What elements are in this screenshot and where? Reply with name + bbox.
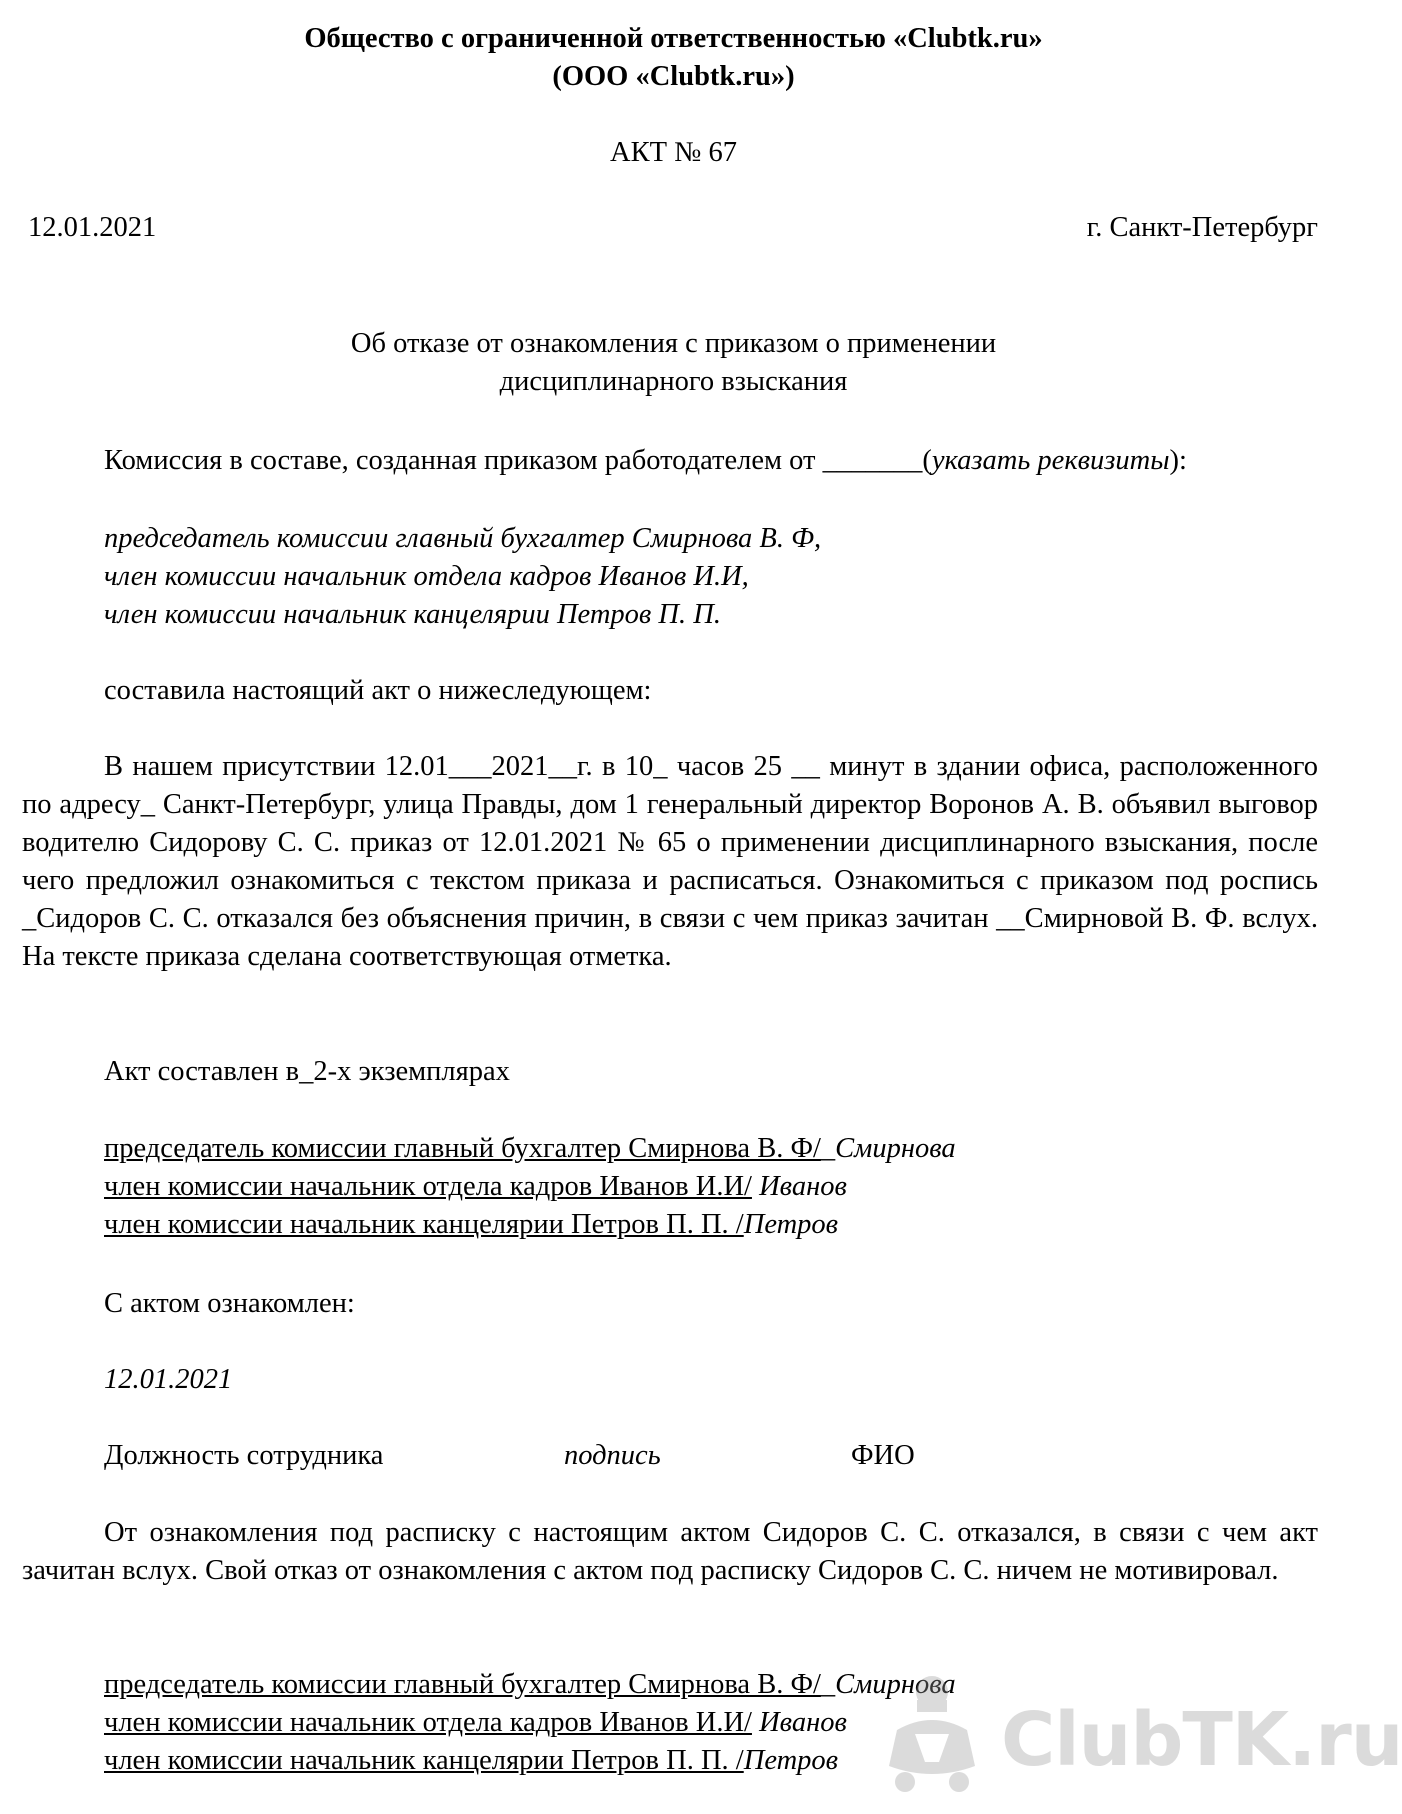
commission-member: председатель комиссии главный бухгалтер Смирнова В. Ф, xyxy=(104,523,822,554)
organization-short-name: (ООО «Clubtk.ru») xyxy=(552,61,795,92)
familiarized-label: С актом ознакомлен: xyxy=(104,1288,355,1319)
signature-name: _Смирнова xyxy=(820,1133,956,1164)
commission-intro-end: ): xyxy=(1169,445,1187,476)
body-paragraph: В нашем присутствии 12.01___2021__г. в 10_ часов 25 __ минут в здании офиса, расположенного по адресу_ Санкт-Петербург, улица Правды, дом 1 генеральный директор Воронов А. В. объявил выговор водителю Сидорову С. С. приказ от 12.01.2021 № 65 о применении дисциплинарного взыскания, после чего предложил ознакомиться с текстом приказа и расписаться. Ознакомиться с приказом под роспись _Сидоров С. С. отказался без объяснения причин, в связи с чем приказ зачитан __Смирновой В. Ф. вслух. На тексте приказа сделана соответствующая отметка. xyxy=(22,751,1318,972)
organization-header xyxy=(0,20,1347,96)
date-city-row xyxy=(28,209,1318,247)
signatures-block-1 xyxy=(104,1130,956,1244)
employee-position-label: Должность сотрудника xyxy=(104,1440,384,1471)
refusal-paragraph: От ознакомления под расписку с настоящим актом Сидоров С. С. отказался, в связи с чем акт зачитан вслух. Свой отказ от ознакомления с актом под расписку Сидоров С. С. ничем не мотивировал. xyxy=(22,1517,1318,1586)
commission-intro-text: Комиссия в составе, созданная приказом работодателем от ______ xyxy=(104,445,909,476)
signature-role: член комиссии начальник канцелярии Петров П. П. / xyxy=(104,1209,744,1240)
composed-statement: составила настоящий акт о нижеследующем: xyxy=(104,675,652,706)
familiarized-date: 12.01.2021 xyxy=(104,1364,233,1395)
signature-line xyxy=(104,1168,956,1206)
commission-intro xyxy=(22,442,1318,480)
signature-role: председатель комиссии главный бухгалтер Смирнова В. Ф/ xyxy=(104,1669,821,1700)
act-title: АКТ № 67 xyxy=(610,137,737,168)
signature-line xyxy=(104,1130,956,1168)
signature-name: Иванов xyxy=(751,1171,847,1202)
signatures-block-2 xyxy=(104,1666,956,1780)
signature-line xyxy=(104,1704,956,1742)
signature-name: _Смирнова xyxy=(820,1669,956,1700)
commission-intro-open: ( xyxy=(922,445,932,476)
commission-members xyxy=(104,520,821,634)
subject-line-1: Об отказе от ознакомления с приказом о применении xyxy=(350,328,997,359)
signature-role: член комиссии начальник отдела кадров Иванов И.И/ xyxy=(104,1707,752,1738)
signature-role: член комиссии начальник отдела кадров Иванов И.И/ xyxy=(104,1171,752,1202)
copies-statement: Акт составлен в_2-х экземплярах xyxy=(104,1056,510,1087)
signature-name: Петров xyxy=(743,1745,839,1776)
signature-name: Петров xyxy=(743,1209,839,1240)
commission-intro-blank: _ xyxy=(908,445,923,476)
commission-intro-italic: указать реквизиты xyxy=(931,445,1170,476)
signature-line xyxy=(104,1206,956,1244)
watermark-text: ClubTK.ru xyxy=(1001,1697,1402,1783)
act-subject xyxy=(0,325,1347,401)
signature-name: Иванов xyxy=(751,1707,847,1738)
employee-name-label: ФИО xyxy=(851,1440,915,1471)
signature-role: председатель комиссии главный бухгалтер Смирнова В. Ф/ xyxy=(104,1133,821,1164)
act-city: г. Санкт-Петербург xyxy=(1086,212,1318,243)
employee-signature-label: подпись xyxy=(564,1440,661,1471)
signature-role: член комиссии начальник канцелярии Петров П. П. / xyxy=(104,1745,744,1776)
signature-line xyxy=(104,1666,956,1704)
commission-member: член комиссии начальник канцелярии Петров П. П. xyxy=(104,599,721,630)
commission-member: член комиссии начальник отдела кадров Иванов И.И, xyxy=(104,561,749,592)
organization-name: Общество с ограниченной ответственностью «Clubtk.ru» xyxy=(304,23,1043,54)
subject-line-2: дисциплинарного взыскания xyxy=(499,366,848,397)
act-date: 12.01.2021 xyxy=(28,212,157,243)
signature-line xyxy=(104,1742,956,1780)
employee-signature-row xyxy=(0,1437,1347,1475)
